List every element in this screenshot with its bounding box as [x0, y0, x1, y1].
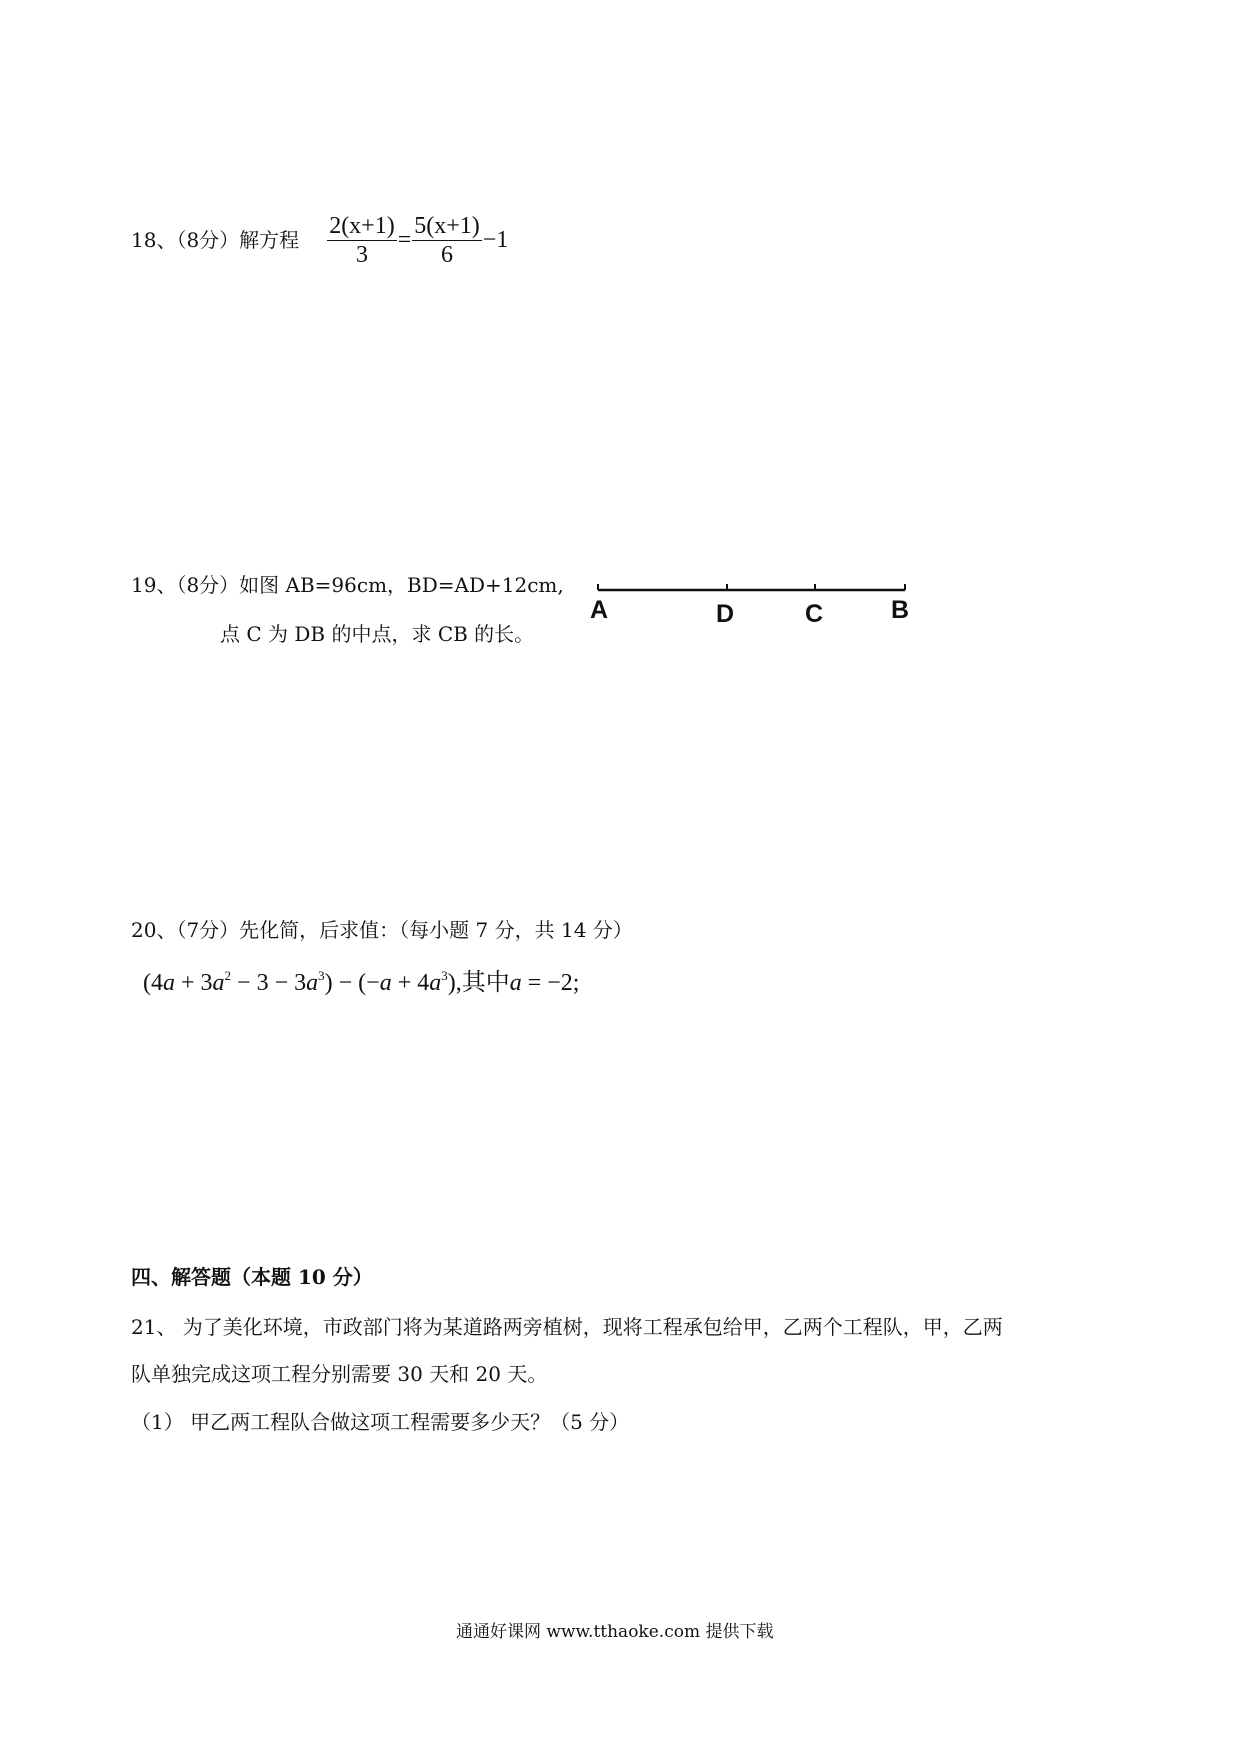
- point-label-c: C: [805, 600, 824, 628]
- expr-part: + 4: [391, 970, 430, 996]
- expr-var: a: [306, 970, 319, 996]
- expr-var: a: [509, 970, 522, 996]
- expr-part: ),其中: [447, 970, 510, 996]
- expr-part: = −2;: [521, 970, 580, 996]
- expr-part: − 3 − 3: [231, 970, 307, 996]
- q20-expression: [143, 962, 579, 997]
- expr-var: a: [163, 970, 175, 996]
- q19-line1: 19、（8分）如图 AB=96cm，BD=AD+12cm,: [131, 573, 564, 597]
- q21-subquestion-1: （1） 甲乙两工程队合做这项工程需要多少天？（5 分）: [131, 1410, 630, 1434]
- expr-var: a: [429, 970, 442, 996]
- q19-line2: 点 C 为 DB 的中点，求 CB 的长。: [220, 622, 535, 646]
- q18-minus-one: −1: [482, 227, 509, 253]
- q18-equals: =: [397, 227, 412, 253]
- expr-var: a: [379, 970, 392, 996]
- expr-exponent: 2: [224, 968, 232, 983]
- q18-lhs-fraction: [327, 213, 397, 268]
- q20-line1: 20、（7分）先化简，后求值：（每小题 7 分，共 14 分）: [131, 918, 633, 942]
- q18-rhs-numerator: 5(x+1): [414, 212, 480, 239]
- expr-var: a: [212, 970, 225, 996]
- expr-exponent: 3: [441, 968, 448, 983]
- q21-line2: 队单独完成这项工程分别需要 30 天和 20 天。: [131, 1362, 548, 1386]
- question-18: [131, 210, 509, 270]
- expr-part: ) − (−: [324, 970, 380, 996]
- footer-text: 通通好课网 www.tthaoke.com 提供下载: [456, 1622, 774, 1642]
- q18-lhs-numerator: 2(x+1): [329, 212, 395, 239]
- q18-lhs-denominator: 3: [355, 241, 368, 268]
- q18-prefix: 18、（8分）解方程: [131, 228, 300, 252]
- point-label-d: D: [716, 600, 735, 628]
- point-label-a: A: [590, 596, 609, 624]
- expr-part: + 3: [175, 970, 213, 996]
- expr-exponent: 3: [318, 968, 325, 983]
- section-4-title: 四、解答题（本题 10 分）: [131, 1265, 373, 1289]
- expr-part: (4: [143, 970, 163, 996]
- segment-figure: [590, 575, 920, 635]
- q18-rhs-denominator: 6: [441, 241, 454, 268]
- q18-rhs-fraction: [412, 213, 482, 268]
- point-label-b: B: [891, 596, 910, 624]
- q21-line1: 21、 为了美化环境，市政部门将为某道路两旁植树，现将工程承包给甲，乙两个工程队，甲，乙两: [131, 1315, 1003, 1339]
